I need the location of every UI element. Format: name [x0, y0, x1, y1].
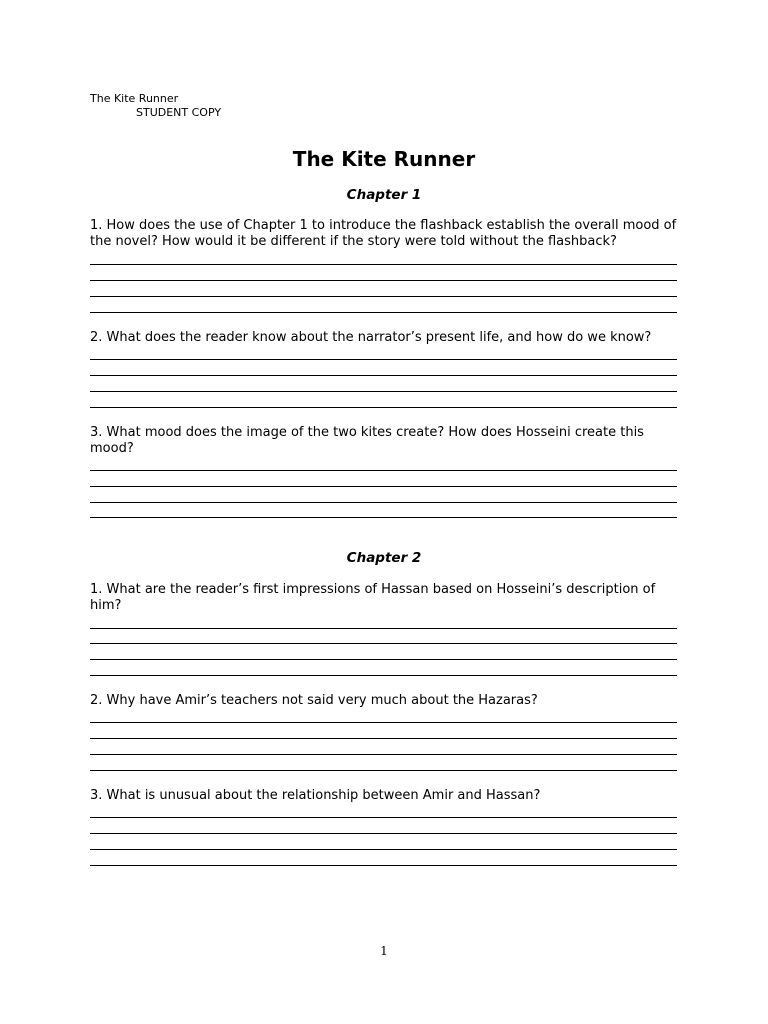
answer-line[interactable]	[90, 817, 677, 818]
answer-line[interactable]	[90, 628, 677, 629]
answer-line[interactable]	[90, 391, 677, 392]
chapter-2-question-2: 2. Why have Amir’s teachers not said very much about the Hazaras?	[90, 693, 538, 708]
chapter-1-question-1: 1. How does the use of Chapter 1 to introduce the flashback establish the overall mood of the novel? How would it be different if the story were told without the flashback?	[90, 218, 677, 249]
answer-line[interactable]	[90, 359, 677, 360]
answer-line[interactable]	[90, 770, 677, 771]
answer-line[interactable]	[90, 470, 677, 471]
answer-line[interactable]	[90, 280, 677, 281]
answer-line[interactable]	[90, 407, 677, 408]
answer-line[interactable]	[90, 486, 677, 487]
page-number: 1	[380, 944, 388, 958]
answer-line[interactable]	[90, 738, 677, 739]
answer-line[interactable]	[90, 264, 677, 265]
chapter-1-question-2: 2. What does the reader know about the narrator’s present life, and how do we know?	[90, 330, 652, 345]
answer-line[interactable]	[90, 754, 677, 755]
chapter-1-question-3: 3. What mood does the image of the two kites create? How does Hosseini create this mood?	[90, 425, 644, 456]
answer-line[interactable]	[90, 659, 677, 660]
answer-line[interactable]	[90, 833, 677, 834]
answer-line[interactable]	[90, 675, 677, 676]
chapter-1-heading: Chapter 1	[346, 187, 422, 203]
chapter-2-heading: Chapter 2	[346, 550, 422, 566]
answer-line[interactable]	[90, 517, 677, 518]
answer-line[interactable]	[90, 849, 677, 850]
answer-line[interactable]	[90, 296, 677, 297]
answer-line[interactable]	[90, 375, 677, 376]
answer-line[interactable]	[90, 502, 677, 503]
chapter-2-question-3: 3. What is unusual about the relationship between Amir and Hassan?	[90, 788, 541, 803]
answer-line[interactable]	[90, 643, 677, 644]
answer-line[interactable]	[90, 722, 677, 723]
header-copy-label: STUDENT COPY	[136, 106, 222, 119]
header-document-title: The Kite Runner	[90, 92, 179, 105]
chapter-2-question-1: 1. What are the reader’s first impressions of Hassan based on Hosseini’s description of him?	[90, 582, 656, 613]
answer-line[interactable]	[90, 865, 677, 866]
page-title: The Kite Runner	[292, 147, 476, 171]
answer-line[interactable]	[90, 312, 677, 313]
